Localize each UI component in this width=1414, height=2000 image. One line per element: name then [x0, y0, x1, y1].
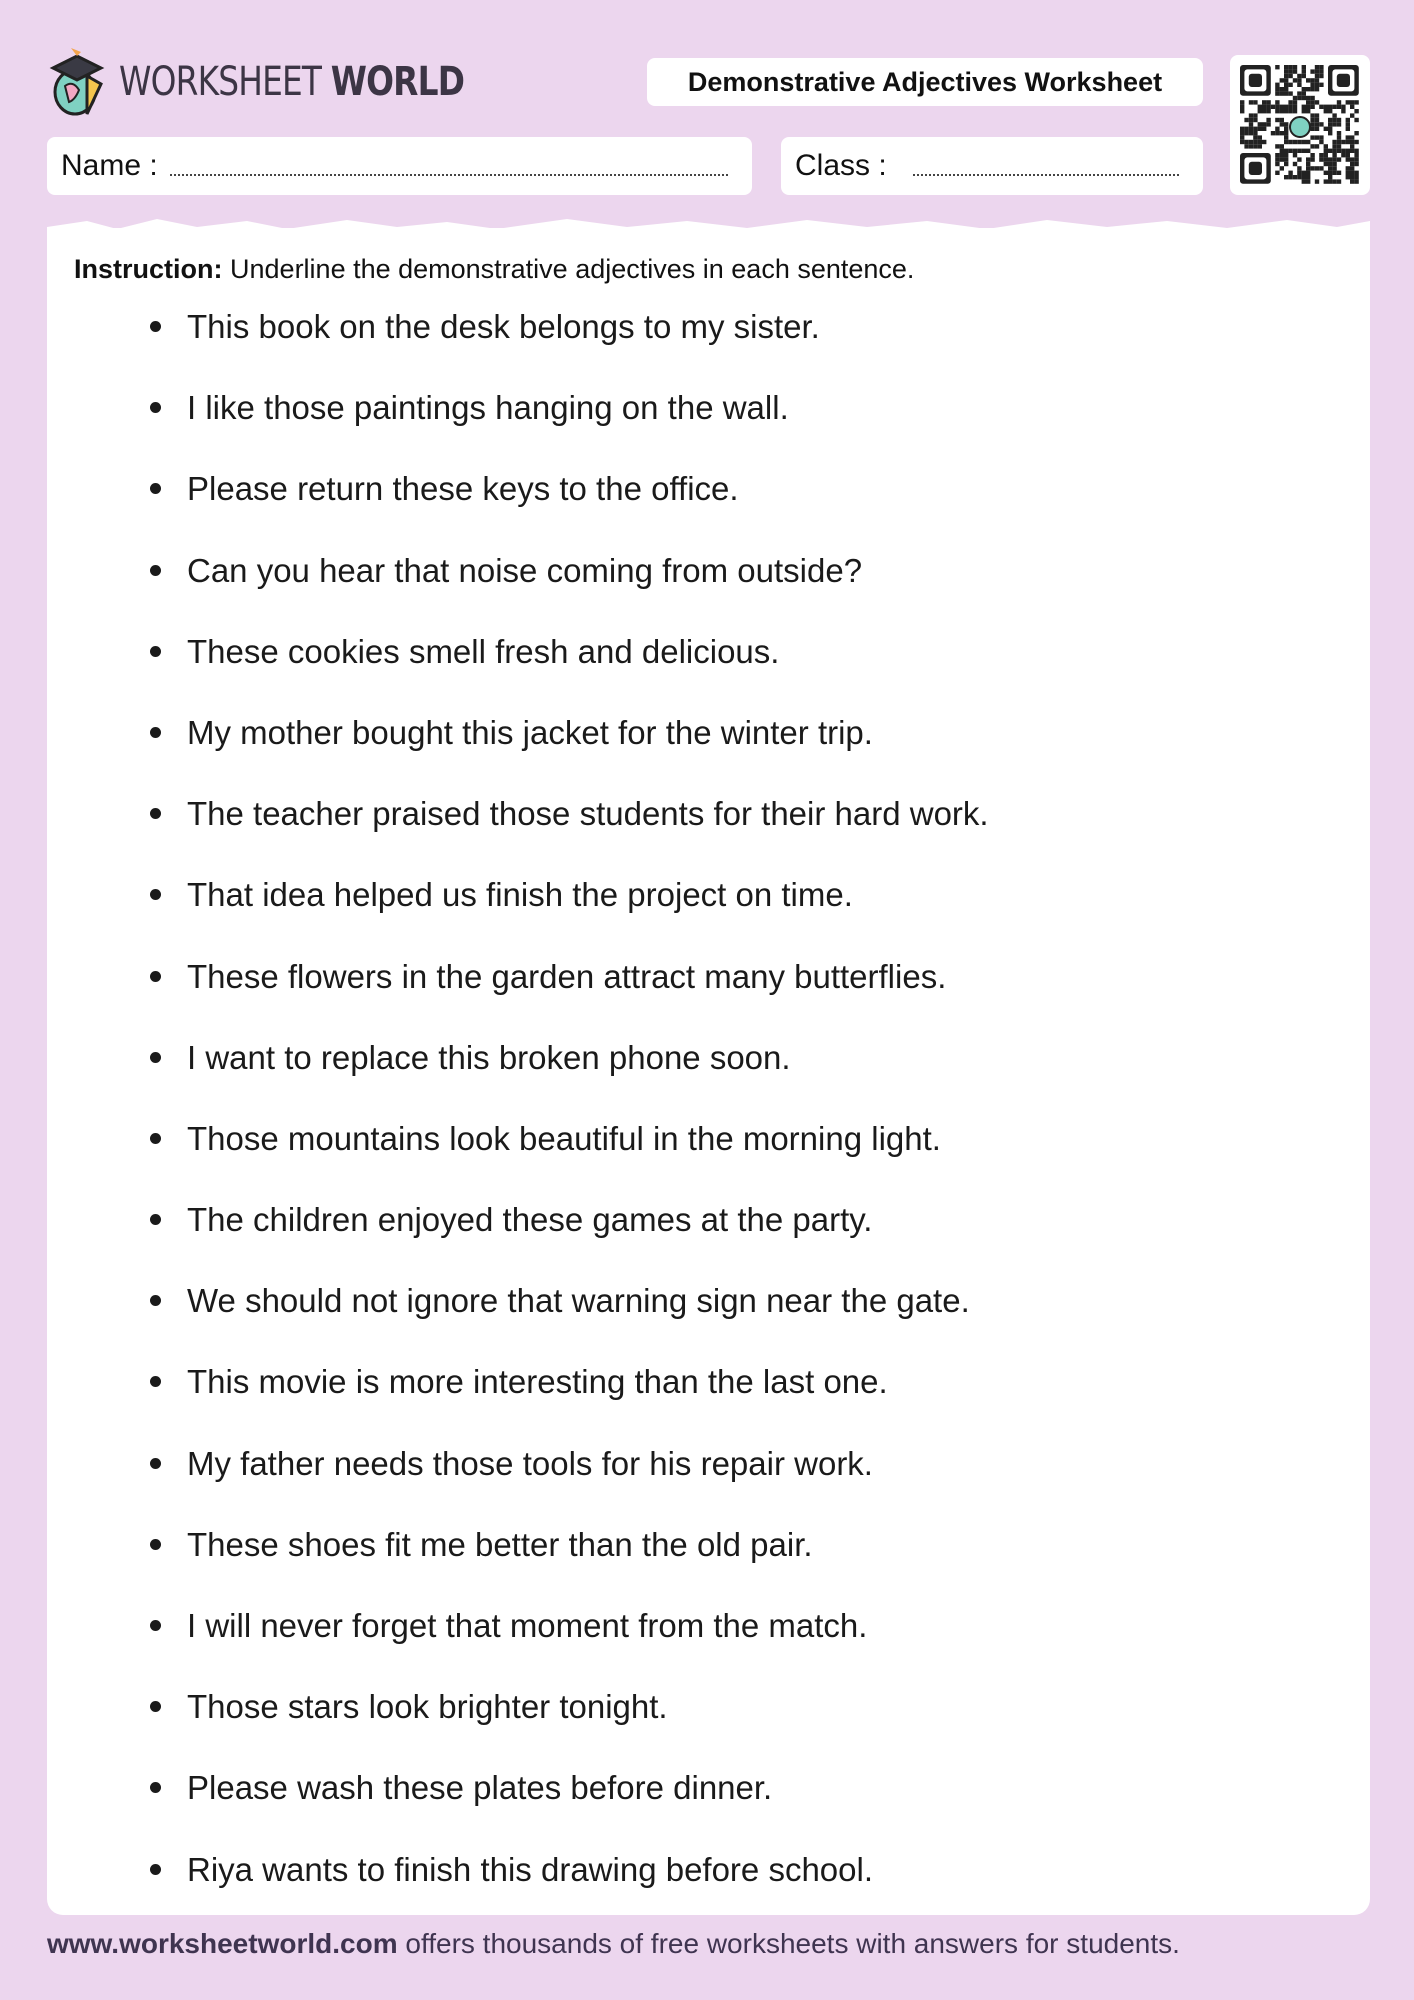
sentence-text: My mother bought this jacket for the winter trip.	[187, 713, 873, 751]
bullet-icon	[150, 646, 161, 657]
instruction-text: Underline the demonstrative adjectives in each sentence.	[230, 254, 915, 284]
sentence-text: This movie is more interesting than the last one.	[187, 1363, 888, 1401]
sentence-item	[0, 1193, 1414, 1274]
worksheet-title: Demonstrative Adjectives Worksheet	[647, 58, 1203, 106]
bullet-icon	[150, 1539, 161, 1550]
class-label: Class :	[795, 149, 887, 182]
sentence-item	[0, 1112, 1414, 1193]
sentence-text: My father needs those tools for his repair work.	[187, 1444, 873, 1482]
brand-name-light: WORKSHEET	[119, 59, 322, 105]
sentence-item	[0, 1437, 1414, 1518]
bullet-icon	[150, 1133, 161, 1144]
class-input-line[interactable]	[913, 174, 1179, 176]
sentence-text: These cookies smell fresh and delicious.	[187, 632, 780, 670]
name-field[interactable]	[47, 137, 752, 195]
sentence-item	[0, 1355, 1414, 1436]
sentence-text: Riya wants to finish this drawing before school.	[187, 1850, 874, 1888]
sentence-text: Those mountains look beautiful in the morning light.	[187, 1119, 941, 1157]
bullet-icon	[150, 1782, 161, 1793]
sentence-text: These shoes fit me better than the old pair.	[187, 1525, 813, 1563]
sentence-list	[0, 300, 1414, 1924]
sentence-text: I like those paintings hanging on the wall.	[187, 389, 789, 427]
bullet-icon	[150, 1214, 161, 1225]
sentence-text: This book on the desk belongs to my sister.	[187, 308, 820, 345]
bullet-icon	[150, 727, 161, 738]
sentence-item	[0, 544, 1414, 625]
sentence-item	[0, 868, 1414, 949]
sentence-item	[0, 1680, 1414, 1761]
name-label: Name :	[61, 149, 158, 182]
bullet-icon	[150, 1458, 161, 1469]
sentence-text: These flowers in the garden attract many butterflies.	[187, 957, 947, 995]
bullet-icon	[150, 971, 161, 982]
name-input-line[interactable]	[170, 174, 728, 176]
bullet-icon	[150, 1620, 161, 1631]
bullet-icon	[150, 1701, 161, 1712]
sentence-item	[0, 950, 1414, 1031]
sentence-text: That idea helped us finish the project on time.	[187, 876, 853, 914]
sentence-item	[0, 381, 1414, 462]
sentence-item	[0, 462, 1414, 543]
sentence-text: The teacher praised those students for their hard work.	[187, 795, 989, 833]
sentence-item	[0, 300, 1414, 381]
brand-logo	[47, 46, 540, 118]
sentence-text: The children enjoyed these games at the party.	[187, 1201, 873, 1239]
qr-code	[1230, 55, 1370, 195]
sentence-item	[0, 1518, 1414, 1599]
class-field[interactable]	[781, 137, 1203, 195]
sentence-text: I want to replace this broken phone soon.	[187, 1038, 791, 1076]
footer	[47, 1928, 1180, 1960]
bullet-icon	[150, 1376, 161, 1387]
sentence-item	[0, 1599, 1414, 1680]
sentence-text: Can you hear that noise coming from outside?	[187, 551, 863, 589]
sentence-text: We should not ignore that warning sign near the gate.	[187, 1282, 970, 1320]
brand-name-bold: WORLD	[330, 59, 465, 105]
bullet-icon	[150, 402, 161, 413]
footer-url[interactable]: www.worksheetworld.com	[47, 1928, 398, 1959]
sentence-text: Those stars look brighter tonight.	[187, 1688, 668, 1726]
sentence-item	[0, 1843, 1414, 1924]
sentence-text: Please return these keys to the office.	[187, 470, 739, 508]
qr-code-icon	[1230, 55, 1370, 195]
bullet-icon	[150, 1295, 161, 1306]
bullet-icon	[150, 808, 161, 819]
instruction	[74, 254, 914, 285]
sentence-item	[0, 706, 1414, 787]
graduation-globe-icon	[47, 46, 109, 118]
bullet-icon	[150, 565, 161, 576]
sentence-item	[0, 1031, 1414, 1112]
sentence-item	[0, 625, 1414, 706]
bullet-icon	[150, 1864, 161, 1875]
sentence-item	[0, 1274, 1414, 1355]
bullet-icon	[150, 1052, 161, 1063]
bullet-icon	[150, 889, 161, 900]
footer-text: offers thousands of free worksheets with answers for students.	[397, 1928, 1180, 1959]
bullet-icon	[150, 483, 161, 494]
sentence-item	[0, 787, 1414, 868]
bullet-icon	[150, 321, 161, 332]
sentence-text: Please wash these plates before dinner.	[187, 1769, 773, 1807]
sentence-text: I will never forget that moment from the match.	[187, 1607, 868, 1644]
instruction-label: Instruction:	[74, 254, 223, 284]
sentence-item	[0, 1761, 1414, 1842]
